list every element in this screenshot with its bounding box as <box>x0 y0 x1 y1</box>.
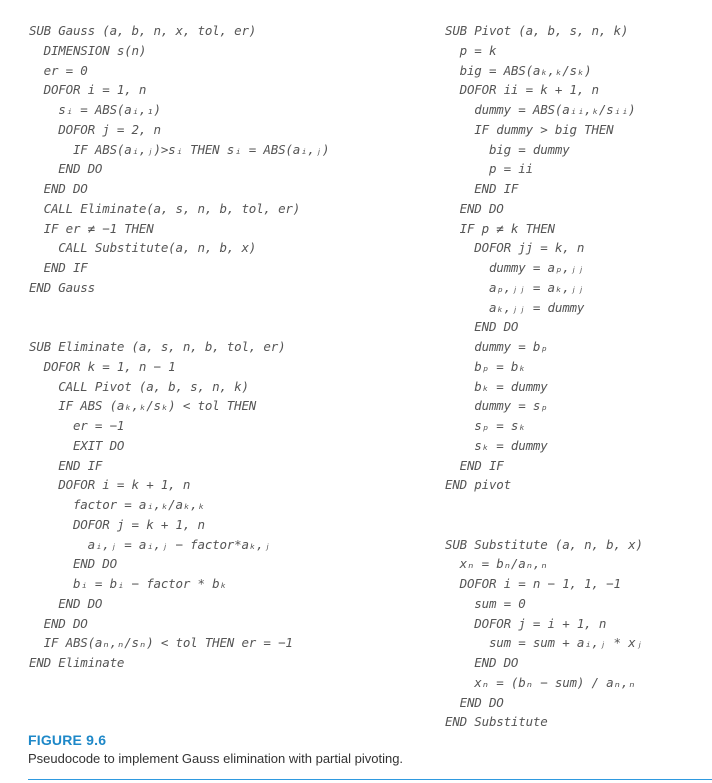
code-line: DIMENSION s(n) <box>29 42 147 58</box>
code-line: DOFOR k = 1, n − 1 <box>29 358 176 374</box>
code-line: END DO <box>29 181 88 196</box>
code-line: IF er ≠ −1 THEN <box>29 220 154 236</box>
code-line: sum = sum + aᵢ,ⱼ * xⱼ <box>445 635 643 651</box>
code-line: END DO <box>29 161 103 177</box>
caption-rule <box>28 779 712 780</box>
code-line: big = ABS(aₖ,ₖ/sₖ) <box>445 62 592 78</box>
code-line: big = dummy <box>445 141 570 157</box>
code-line: END DO <box>445 319 519 335</box>
code-line: SUB Gauss (a, b, n, x, tol, er) <box>29 23 257 38</box>
code-line: DOFOR i = k + 1, n <box>29 477 191 493</box>
code-line: EXIT DO <box>29 437 125 453</box>
figure-caption-text: Pseudocode to implement Gauss elimination with partial pivoting. <box>28 751 404 766</box>
figure-label: FIGURE 9.6 <box>28 732 107 748</box>
code-line: END pivot <box>445 477 511 493</box>
code-line: IF p ≠ k THEN <box>445 220 555 236</box>
code-line: sₖ = dummy <box>445 437 548 453</box>
code-line: DOFOR ii = k + 1, n <box>445 82 599 98</box>
code-line: DOFOR j = 2, n <box>29 121 161 137</box>
code-line: DOFOR jj = k, n <box>445 240 585 256</box>
code-line: END Eliminate <box>29 655 125 670</box>
code-line: DOFOR i = 1, n <box>29 82 147 98</box>
code-line: END IF <box>445 181 519 196</box>
code-line: aₖ,ⱼⱼ = dummy <box>445 299 585 315</box>
blank-line <box>29 317 329 337</box>
figure-caption <box>28 732 403 766</box>
code-line: bₚ = bₖ <box>445 358 526 374</box>
code-line: END Gauss <box>29 279 95 295</box>
code-line: sₚ = sₖ <box>445 418 526 433</box>
code-line: END IF <box>29 457 103 473</box>
code-line: bᵢ = bᵢ − factor * bₖ <box>29 576 227 591</box>
code-line: er = 0 <box>29 62 88 78</box>
code-line: END IF <box>29 260 88 275</box>
code-line: SUB Substitute (a, n, b, x) <box>445 536 643 552</box>
code-line: CALL Eliminate(a, s, n, b, tol, er) <box>29 200 301 216</box>
code-line: DOFOR j = i + 1, n <box>445 615 607 631</box>
code-line: dummy = bₚ <box>445 339 548 354</box>
blank-line <box>445 515 643 535</box>
code-line: END DO <box>29 556 117 572</box>
code-line: DOFOR i = n − 1, 1, −1 <box>445 576 621 591</box>
code-line: IF ABS (aₖ,ₖ/sₖ) < tol THEN <box>29 398 257 414</box>
code-line: sum = 0 <box>445 595 526 611</box>
code-line: IF ABS(aᵢ,ⱼ)>sᵢ THEN sᵢ = ABS(aᵢ,ⱼ) <box>29 141 330 157</box>
code-line: END DO <box>445 655 519 670</box>
code-line: SUB Eliminate (a, s, n, b, tol, er) <box>29 339 286 354</box>
code-line: END DO <box>445 200 504 216</box>
code-line: END DO <box>445 694 504 710</box>
code-line: CALL Pivot (a, b, s, n, k) <box>29 378 249 394</box>
code-line: dummy = ABS(aᵢᵢ,ₖ/sᵢᵢ) <box>445 102 636 117</box>
code-line: END DO <box>29 615 88 631</box>
code-line: END DO <box>29 595 103 611</box>
code-line: sᵢ = ABS(aᵢ,₁) <box>29 102 161 117</box>
blank-line <box>445 495 643 515</box>
code-line: DOFOR j = k + 1, n <box>29 516 205 532</box>
code-line: p = ii <box>445 161 533 177</box>
blank-line <box>29 298 329 318</box>
pseudocode-right-column <box>445 21 643 732</box>
code-line: aₚ,ⱼⱼ = aₖ,ⱼⱼ <box>445 279 585 295</box>
code-line: factor = aᵢ,ₖ/aₖ,ₖ <box>29 497 205 512</box>
code-line: p = k <box>445 42 497 58</box>
code-line: xₙ = (bₙ − sum) / aₙ,ₙ <box>445 674 636 690</box>
code-line: xₙ = bₙ/aₙ,ₙ <box>445 556 548 572</box>
code-line: aᵢ,ⱼ = aᵢ,ⱼ − factor*aₖ,ⱼ <box>29 536 271 552</box>
code-line: dummy = sₚ <box>445 398 548 414</box>
code-line: END IF <box>445 457 504 473</box>
code-line: er = −1 <box>29 418 125 433</box>
code-line: dummy = aₚ,ⱼⱼ <box>445 260 585 275</box>
code-line: SUB Pivot (a, b, s, n, k) <box>445 23 629 38</box>
code-line: END Substitute <box>445 714 548 730</box>
pseudocode-left-column <box>29 21 329 673</box>
code-line: IF dummy > big THEN <box>445 121 614 137</box>
code-line: bₖ = dummy <box>445 378 548 394</box>
code-line: IF ABS(aₙ,ₙ/sₙ) < tol THEN er = −1 <box>29 635 293 651</box>
code-line: CALL Substitute(a, n, b, x) <box>29 240 257 256</box>
